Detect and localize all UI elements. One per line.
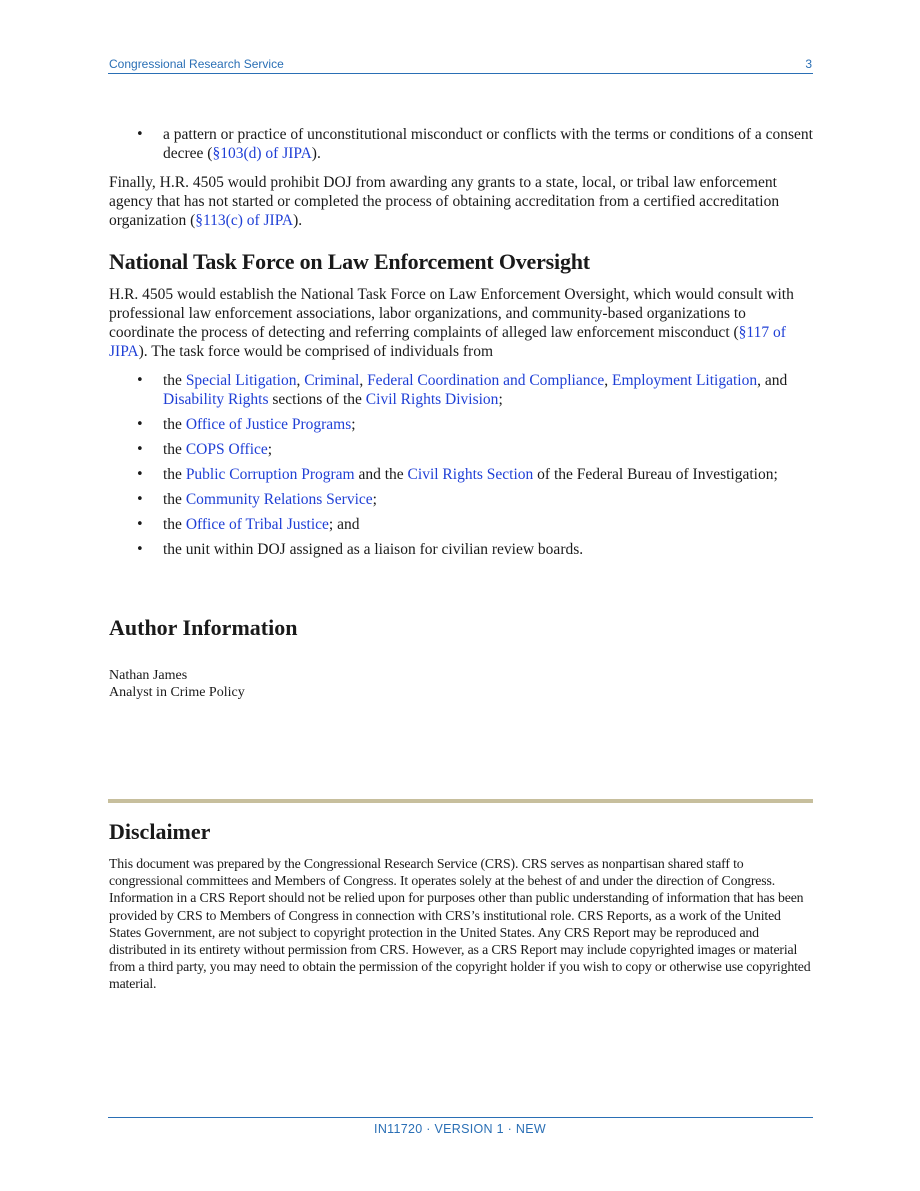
list-item: • the COPS Office; xyxy=(109,440,813,459)
author-name: Nathan James xyxy=(109,668,188,683)
paragraph-task-force: H.R. 4505 would establish the National Task Force on Law Enforcement Oversight, which would consult with professional law enforcement associations, labor organizations, and community-based organizations to coordinate the process of detecting and referring complaints of alleged law enforcement misconduct (§117 of JIPA). The task force would be comprised of individuals from xyxy=(109,286,794,360)
list-item: • the Office of Justice Programs; xyxy=(109,415,813,434)
footer-rule xyxy=(108,1117,813,1118)
link-office-of-tribal-justice[interactable]: Office of Tribal Justice xyxy=(185,516,329,533)
link-civil-rights-division[interactable]: Civil Rights Division xyxy=(365,391,499,408)
link-disability-rights[interactable]: Disability Rights xyxy=(163,391,269,408)
author-title: Analyst in Crime Policy xyxy=(109,685,245,700)
link-community-relations-service[interactable]: Community Relations Service xyxy=(185,491,373,508)
list-item: • the Public Corruption Program and the Civil Rights Section of the Federal Bureau of Investigation; xyxy=(109,465,813,484)
list-item: • the Office of Tribal Justice; and xyxy=(109,515,813,534)
link-criminal[interactable]: Criminal xyxy=(304,372,360,389)
list-item: • the Special Litigation, Criminal, Federal Coordination and Compliance, Employment Litigation, and Disability Rights sections of the Civil Rights Division; xyxy=(109,371,813,409)
link-103d-jipa[interactable]: §103(d) of JIPA xyxy=(212,145,312,162)
section-heading-disclaimer: Disclaimer xyxy=(109,819,211,844)
list-item: • the Community Relations Service; xyxy=(109,490,813,509)
disclaimer-divider xyxy=(108,799,813,803)
document-version-footer: IN11720 · VERSION 1 · NEW xyxy=(374,1122,546,1136)
link-civil-rights-section[interactable]: Civil Rights Section xyxy=(407,466,534,483)
link-public-corruption-program[interactable]: Public Corruption Program xyxy=(185,466,355,483)
link-federal-coordination[interactable]: Federal Coordination and Compliance xyxy=(367,372,605,389)
author-block xyxy=(109,667,245,701)
link-cops-office[interactable]: COPS Office xyxy=(185,441,268,458)
link-office-of-justice-programs[interactable]: Office of Justice Programs xyxy=(185,416,352,433)
page-number: 3 xyxy=(805,57,812,71)
list-item: • the unit within DOJ assigned as a liaison for civilian review boards. xyxy=(109,540,813,559)
link-employment-litigation[interactable]: Employment Litigation xyxy=(612,372,758,389)
link-117-jipa[interactable]: §117 of JIPA xyxy=(109,324,786,360)
intro-bullet-list xyxy=(109,125,813,163)
disclaimer-text: This document was prepared by the Congressional Research Service (CRS). CRS serves as nonpartisan shared staff to congressional committees and Members of Congress. It operates solely at the behest of and under the direction of Congress. Information in a CRS Report should not be relied upon for purposes other than public understanding of information that has been provided by CRS to Members of Congress in connection with CRS’s institutional role. CRS Reports, as a work of the United States Government, are not subject to copyright protection in the United States. Any CRS Report may be reproduced and distributed in its entirety without permission from CRS. However, as a CRS Report may include copyrighted images or material from a third party, you may need to obtain the permission of the copyright holder if you wish to copy or otherwise use copyrighted material. xyxy=(109,856,811,992)
link-113c-jipa[interactable]: §113(c) of JIPA xyxy=(195,212,294,229)
section-heading-task-force: National Task Force on Law Enforcement Oversight xyxy=(109,249,590,274)
paragraph-accreditation: Finally, H.R. 4505 would prohibit DOJ from awarding any grants to a state, local, or tribal law enforcement agency that has not started or completed the process of obtaining accreditation from a certified accreditation organization (§113(c) of JIPA). xyxy=(109,174,780,229)
link-special-litigation[interactable]: Special Litigation xyxy=(185,372,297,389)
task-force-members-list xyxy=(109,371,813,565)
list-item: • a pattern or practice of unconstitutional misconduct or conflicts with the terms or conditions of a consent decree (§103(d) of JIPA). xyxy=(109,125,813,163)
header-rule xyxy=(108,73,813,74)
running-header-title: Congressional Research Service xyxy=(109,57,284,71)
section-heading-author: Author Information xyxy=(109,615,298,640)
